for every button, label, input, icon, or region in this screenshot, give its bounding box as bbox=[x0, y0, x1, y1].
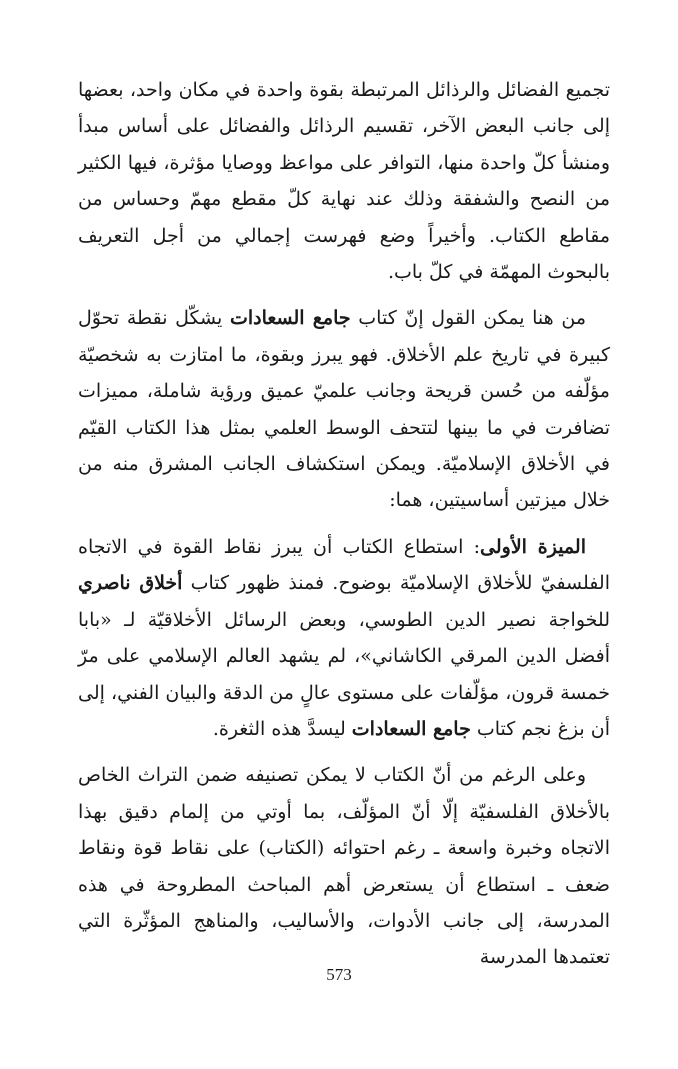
paragraph-3-text-b: : استطاع الكتاب أن يبرز نقاط القوة في الاتجاه الفلسفيّ للأخلاق الإسلاميّة بوضوح. فمنذ ظهور كتاب bbox=[78, 535, 610, 595]
paragraph-2-text-c: يشكّل نقطة تحوّل كبيرة في تاريخ علم الأخلاق. فهو يبرز وبقوة، ما امتازت به شخصيّة مؤلّفه من حُسن قريحة وجانب علميّ عميق ورؤية شاملة، مميزات تضافرت في ما بينها لتتحف الوسط العلمي بمثل هذا الكتاب القيّم في الأخلاق الإسلاميّة. ويمكن استكشاف الجانب المشرق منه من خلال ميزتين أساسيتين، هما: bbox=[78, 307, 610, 512]
paragraph-2-text-a: من هنا يمكن القول إنّ كتاب bbox=[350, 307, 586, 330]
page-number: 573 bbox=[326, 965, 352, 984]
book-title-jami-al-saadat: جامع السعادات bbox=[229, 307, 351, 330]
book-title-jami-al-saadat-2: جامع السعادات bbox=[351, 717, 471, 740]
paragraph-3-text-d: للخواجة نصير الدين الطوسي، وبعض الرسائل الأخلاقيّة لـ «بابا أفضل الدين المرقي الكاشاني»، لم يشهد العالم الإسلامي على مرّ خمسة قرون، مؤلّفات على مستوى عالٍ من الدقة والبيان الفني، إلى أن بزغ نجم كتاب bbox=[78, 608, 610, 740]
paragraph-1: تجميع الفضائل والرذائل المرتبطة بقوة واحدة في مكان واحد، بعضها إلى جانب البعض الآخر، تقسيم الرذائل والفضائل على أساس مبدأ ومنشأ كلّ واحدة منها، التوافر على مواعظ ووصايا مؤثرة، فيها الكثير من النصح والشفقة وذلك عند نهاية كلّ مقطع مهمّ وحساس من مقاطع الكتاب. وأخيراً وضع فهرست إجمالي من أجل التعريف بالبحوث المهمّة في كلّ باب. bbox=[78, 79, 610, 284]
paragraph-2 bbox=[78, 300, 610, 518]
page-body bbox=[78, 72, 610, 986]
first-feature-heading: الميزة الأولى bbox=[480, 535, 586, 558]
paragraph-3-text-f: ليسدَّ هذه الثغرة. bbox=[212, 717, 352, 740]
paragraph-3 bbox=[78, 529, 610, 747]
book-title-akhlaq-nasiri: أخلاق ناصري bbox=[78, 572, 183, 595]
paragraph-4: وعلى الرغم من أنّ الكتاب لا يمكن تصنيفه ضمن التراث الخاص بالأخلاق الفلسفيّة إلّا أنّ المؤلّف، بما أوتي من إلمام دقيق بهذا الاتجاه وخبرة واسعة ـ رغم احتوائه (الكتاب) على نقاط قوة ونقاط ضعف ـ استطاع أن يستعرض أهم المباحث المطروحة في هذه المدرسة، إلى جانب الأدوات، والأساليب، والمناهج المؤثّرة التي تعتمدها المدرسة bbox=[78, 764, 610, 969]
